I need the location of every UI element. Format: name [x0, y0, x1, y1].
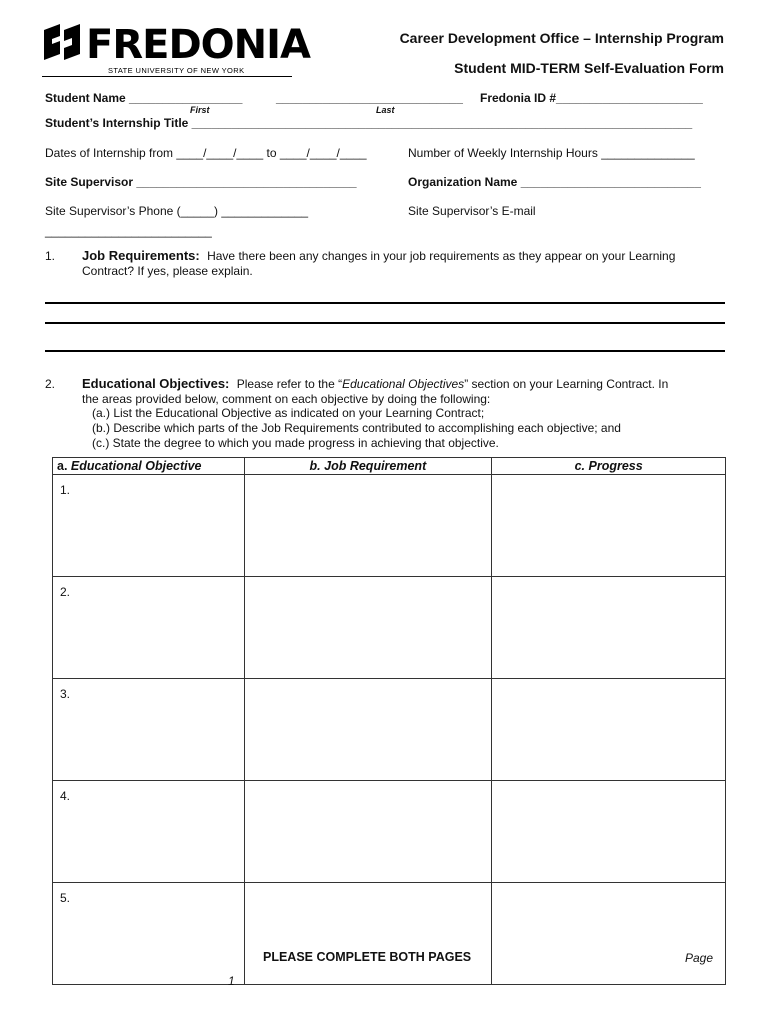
job-requirement-cell[interactable] [244, 781, 492, 883]
table-row [53, 475, 726, 577]
student-last-name-field[interactable]: ____________________________ [276, 91, 463, 105]
progress-cell[interactable] [492, 577, 726, 679]
col-header-objective-prefix: a. [57, 459, 68, 473]
supervisor-email-field[interactable]: Site Supervisor’s E-mail [408, 204, 536, 218]
organization-field[interactable]: Organization Name ___________________________ [408, 175, 701, 189]
logo-subtitle: STATE UNIVERSITY OF NEW YORK [108, 66, 245, 75]
row-number: 5. [60, 891, 71, 905]
fredonia-logo [42, 22, 310, 80]
header-form-title: Student MID-TERM Self-Evaluation Form [454, 60, 724, 76]
q1-number: 1. [45, 249, 56, 263]
objective-cell[interactable] [53, 475, 245, 577]
q2-text-a-pre: Please refer to the “ [236, 377, 343, 391]
col-header-objective-label: Educational Objective [70, 459, 202, 473]
last-label: Last [376, 105, 395, 115]
q2-item-a: (a.) List the Educational Objective as indicated on your Learning Contract; [92, 406, 485, 420]
table-row [53, 781, 726, 883]
complete-both-pages-notice: PLEASE COMPLETE BOTH PAGES [263, 950, 472, 964]
q2-line-a [82, 376, 668, 391]
header-office: Career Development Office – Internship Program [399, 30, 724, 46]
row-number: 1. [60, 483, 71, 497]
internship-title-field[interactable]: Student’s Internship Title ___________________________________________________________________________ [45, 116, 693, 130]
table-row [53, 883, 726, 985]
fredonia-id-field[interactable]: Fredonia ID #______________________ [480, 91, 703, 105]
col-header-objective [53, 458, 245, 475]
answer-line-1[interactable] [45, 302, 725, 304]
q1-text-a: Have there been any changes in your job requirements as they appear on your Learning [207, 249, 676, 263]
row-number: 2. [60, 585, 71, 599]
objective-cell[interactable] [53, 679, 245, 781]
q2-item-b: (b.) Describe which parts of the Job Requirements contributed to accomplishing each objective; and [92, 421, 621, 435]
q2-text-a-italic: Educational Objectives [342, 377, 465, 391]
student-name-field[interactable]: Student Name _________________ [45, 91, 243, 105]
internship-dates-field[interactable]: Dates of Internship from ____/____/____ to ____/____/____ [45, 146, 367, 160]
q2-title: Educational Objectives: [82, 376, 230, 391]
first-label: First [190, 105, 210, 115]
job-requirement-cell[interactable] [244, 679, 492, 781]
logo-wordmark: FREDONIA [86, 22, 310, 68]
table-header-row [53, 458, 726, 475]
weekly-hours-field[interactable]: Number of Weekly Internship Hours ______________ [408, 146, 695, 160]
progress-cell[interactable] [492, 475, 726, 577]
job-requirement-cell[interactable] [244, 475, 492, 577]
q2-number: 2. [45, 377, 56, 391]
col-header-progress: c. Progress [492, 458, 726, 475]
logo-rule [42, 76, 292, 77]
answer-line-2[interactable] [45, 322, 725, 324]
q2-text-b: the areas provided below, comment on each objective by doing the following: [82, 392, 491, 406]
objective-cell[interactable] [53, 577, 245, 679]
progress-cell[interactable] [492, 781, 726, 883]
q2-text-a-post: ” section on your Learning Contract. In [464, 377, 669, 391]
row-number: 4. [60, 789, 71, 803]
objectives-table [52, 457, 726, 985]
q1-line-a [82, 248, 675, 263]
supervisor-phone-continuation[interactable]: _________________________ [45, 224, 212, 238]
progress-cell[interactable] [492, 679, 726, 781]
answer-line-3[interactable] [45, 350, 725, 352]
job-requirement-cell[interactable] [244, 577, 492, 679]
table-row [53, 577, 726, 679]
row-number: 3. [60, 687, 71, 701]
objective-cell[interactable] [53, 883, 245, 985]
q1-text-b: Contract? If yes, please explain. [82, 264, 253, 278]
site-supervisor-field[interactable]: Site Supervisor _________________________________ [45, 175, 357, 189]
supervisor-phone-field[interactable]: Site Supervisor’s Phone (_____) _____________ [45, 204, 309, 218]
q2-item-c: (c.) State the degree to which you made progress in achieving that objective. [92, 436, 499, 450]
fredonia-mark-icon [42, 24, 82, 68]
q1-title: Job Requirements: [82, 248, 200, 263]
col-header-job-requirement: b. Job Requirement [244, 458, 492, 475]
objective-cell[interactable] [53, 781, 245, 883]
table-row [53, 679, 726, 781]
progress-cell[interactable] [492, 883, 726, 985]
job-requirement-cell[interactable] [244, 883, 492, 985]
page-number: 1 [228, 974, 235, 988]
page-label: Page [685, 951, 714, 965]
